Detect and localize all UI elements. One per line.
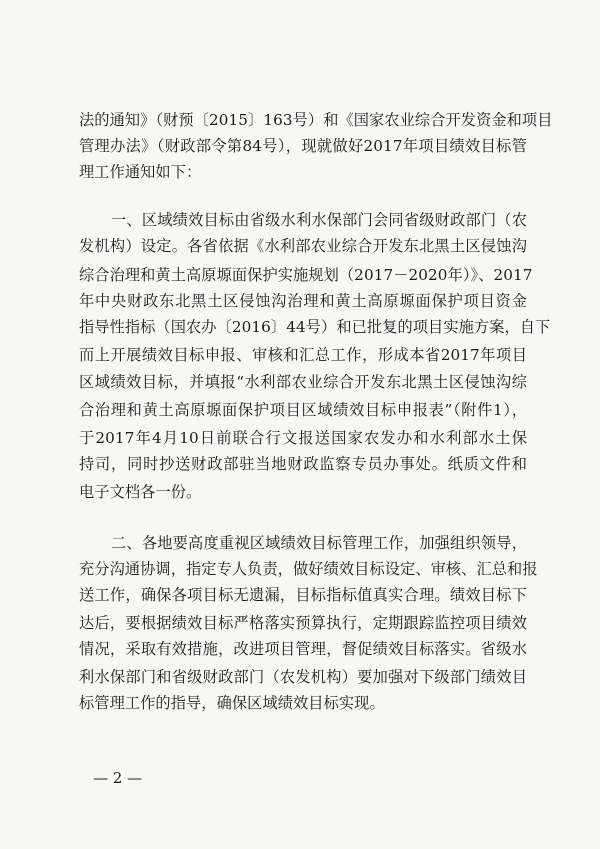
page-number: — 2 — [93,769,143,787]
body-line: 合治理和黄土高原塬面保护项目区域绩效目标申报表”（附件1）， [79,401,527,419]
body-line: 电子文档各一份。 [79,483,202,501]
body-line: 综合治理和黄土高原塬面保护实施规划（2017－2020年）》、2017 [79,266,533,284]
body-line: 充分沟通协调，指定专人负责，做好绩效目标设定、审核、汇总和报 [79,560,538,578]
body-line: 指导性指标（国农办〔2016〕44号）和已批复的项目实施方案，自下 [79,318,551,336]
body-line: 发机构）设定。各省依据《水利部农业综合开发东北黑土区侵蚀沟 [79,237,527,255]
body-line: 达后，要根据绩效目标严格落实预算执行，定期跟踪监控项目绩效 [79,614,527,632]
body-line: 而上开展绩效目标申报、审核和汇总工作，形成本省2017年项目 [79,346,527,364]
body-line: 法的通知》（财预〔2015〕163号）和《国家农业综合开发资金和项目 [79,111,553,129]
body-line: 理工作通知如下： [79,163,202,181]
body-line: 标管理工作的指导，确保区域绩效目标实现。 [79,694,385,712]
body-line: 二、各地要高度重视区域绩效目标管理工作，加强组织领导， [111,534,527,552]
body-line: 年中央财政东北黑土区侵蚀沟治理和黄土高原塬面保护项目资金 [79,292,527,310]
body-line: 一、区域绩效目标由省级水利水保部门会同省级财政部门（农 [111,211,527,229]
body-line: 情况，采取有效措施，改进项目管理，督促绩效目标落实。省级水 [79,640,527,658]
body-line: 管理办法》（财政部令第84号），现就做好2017年项目绩效目标管 [79,137,527,155]
body-line: 利水保部门和省级财政部门（农发机构）要加强对下级部门绩效目 [79,668,527,686]
body-line: 区域绩效目标，并填报“水利部农业综合开发东北黑土区侵蚀沟综 [79,373,527,391]
body-line: 于2017年4月10日前联合行文报送国家农发办和水利部水土保 [79,429,527,447]
body-line: 送工作，确保各项目标无遗漏，目标指标值真实合理。绩效目标下 [79,586,527,604]
body-line: 持司，同时抄送财政部驻当地财政监察专员办事处。纸质文件和 [79,455,527,473]
